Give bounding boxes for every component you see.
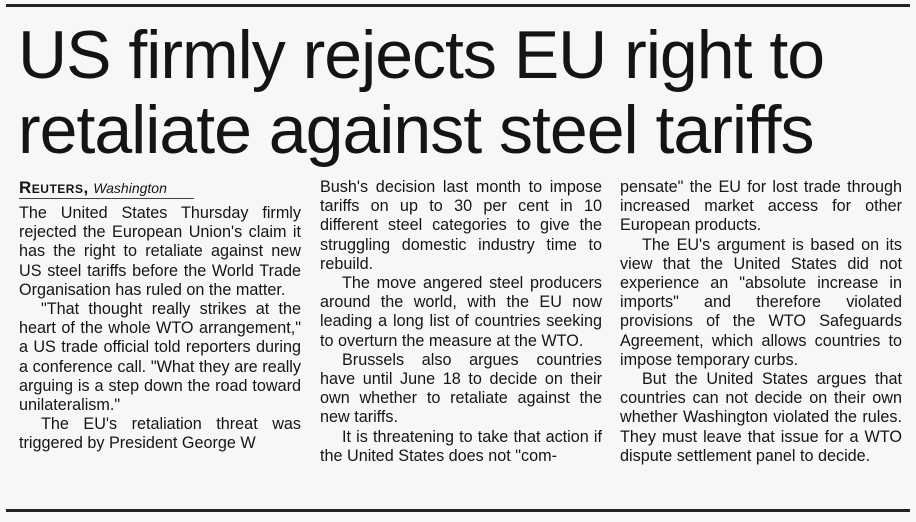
paragraph: pensate" the EU for lost trade through increased market access for other European products. [620, 178, 902, 235]
headline [18, 18, 908, 168]
headline-line-1: US firmly rejects EU right to [18, 17, 825, 93]
paragraph: "That thought really strikes at the heart of the whole WTO arrangement," a US trade official told reporters during a conference call. "What they are really arguing is a step down the road toward unilateralism." [19, 300, 301, 415]
top-rule [6, 4, 910, 7]
paragraph: Brussels also argues countries have until June 18 to decide on their own whether to retaliate against the new tariffs. [320, 350, 602, 427]
paragraph: Bush's decision last month to impose tariffs on up to 30 per cent in 10 different steel categories to give the struggling domestic industry time to rebuild. [320, 178, 602, 273]
article-column-2 [320, 178, 602, 466]
article-column-3 [620, 178, 902, 466]
byline-place: Washington [93, 180, 167, 196]
article-column-1 [19, 178, 301, 454]
paragraph: The EU's retaliation threat was triggered by President George W [19, 415, 301, 453]
byline [19, 178, 194, 199]
paragraph: It is threatening to take that action if the United States does not "com- [320, 427, 602, 465]
paragraph: The United States Thursday firmly rejected the European Union's claim it has the right to retaliate against new US steel tariffs before the World Trade Organisation has ruled on the matter. [19, 204, 301, 299]
headline-line-2: retaliate against steel tariffs [18, 92, 814, 168]
bottom-rule [6, 509, 910, 512]
paragraph: The EU's argument is based on its view that the United States did not experience an "absolute increase in imports" and therefore violated provisions of the WTO Safeguards Agreement, which allows countries to impose temporary curbs. [620, 235, 902, 369]
paragraph: But the United States argues that countries can not decide on their own whether Washington violated the rules. They must leave that issue for a WTO dispute settlement panel to decide. [620, 370, 902, 465]
paragraph: The move angered steel producers around the world, with the EU now leading a long list of countries seeking to overturn the measure at the WTO. [320, 274, 602, 350]
byline-agency: Reuters, [19, 178, 89, 197]
